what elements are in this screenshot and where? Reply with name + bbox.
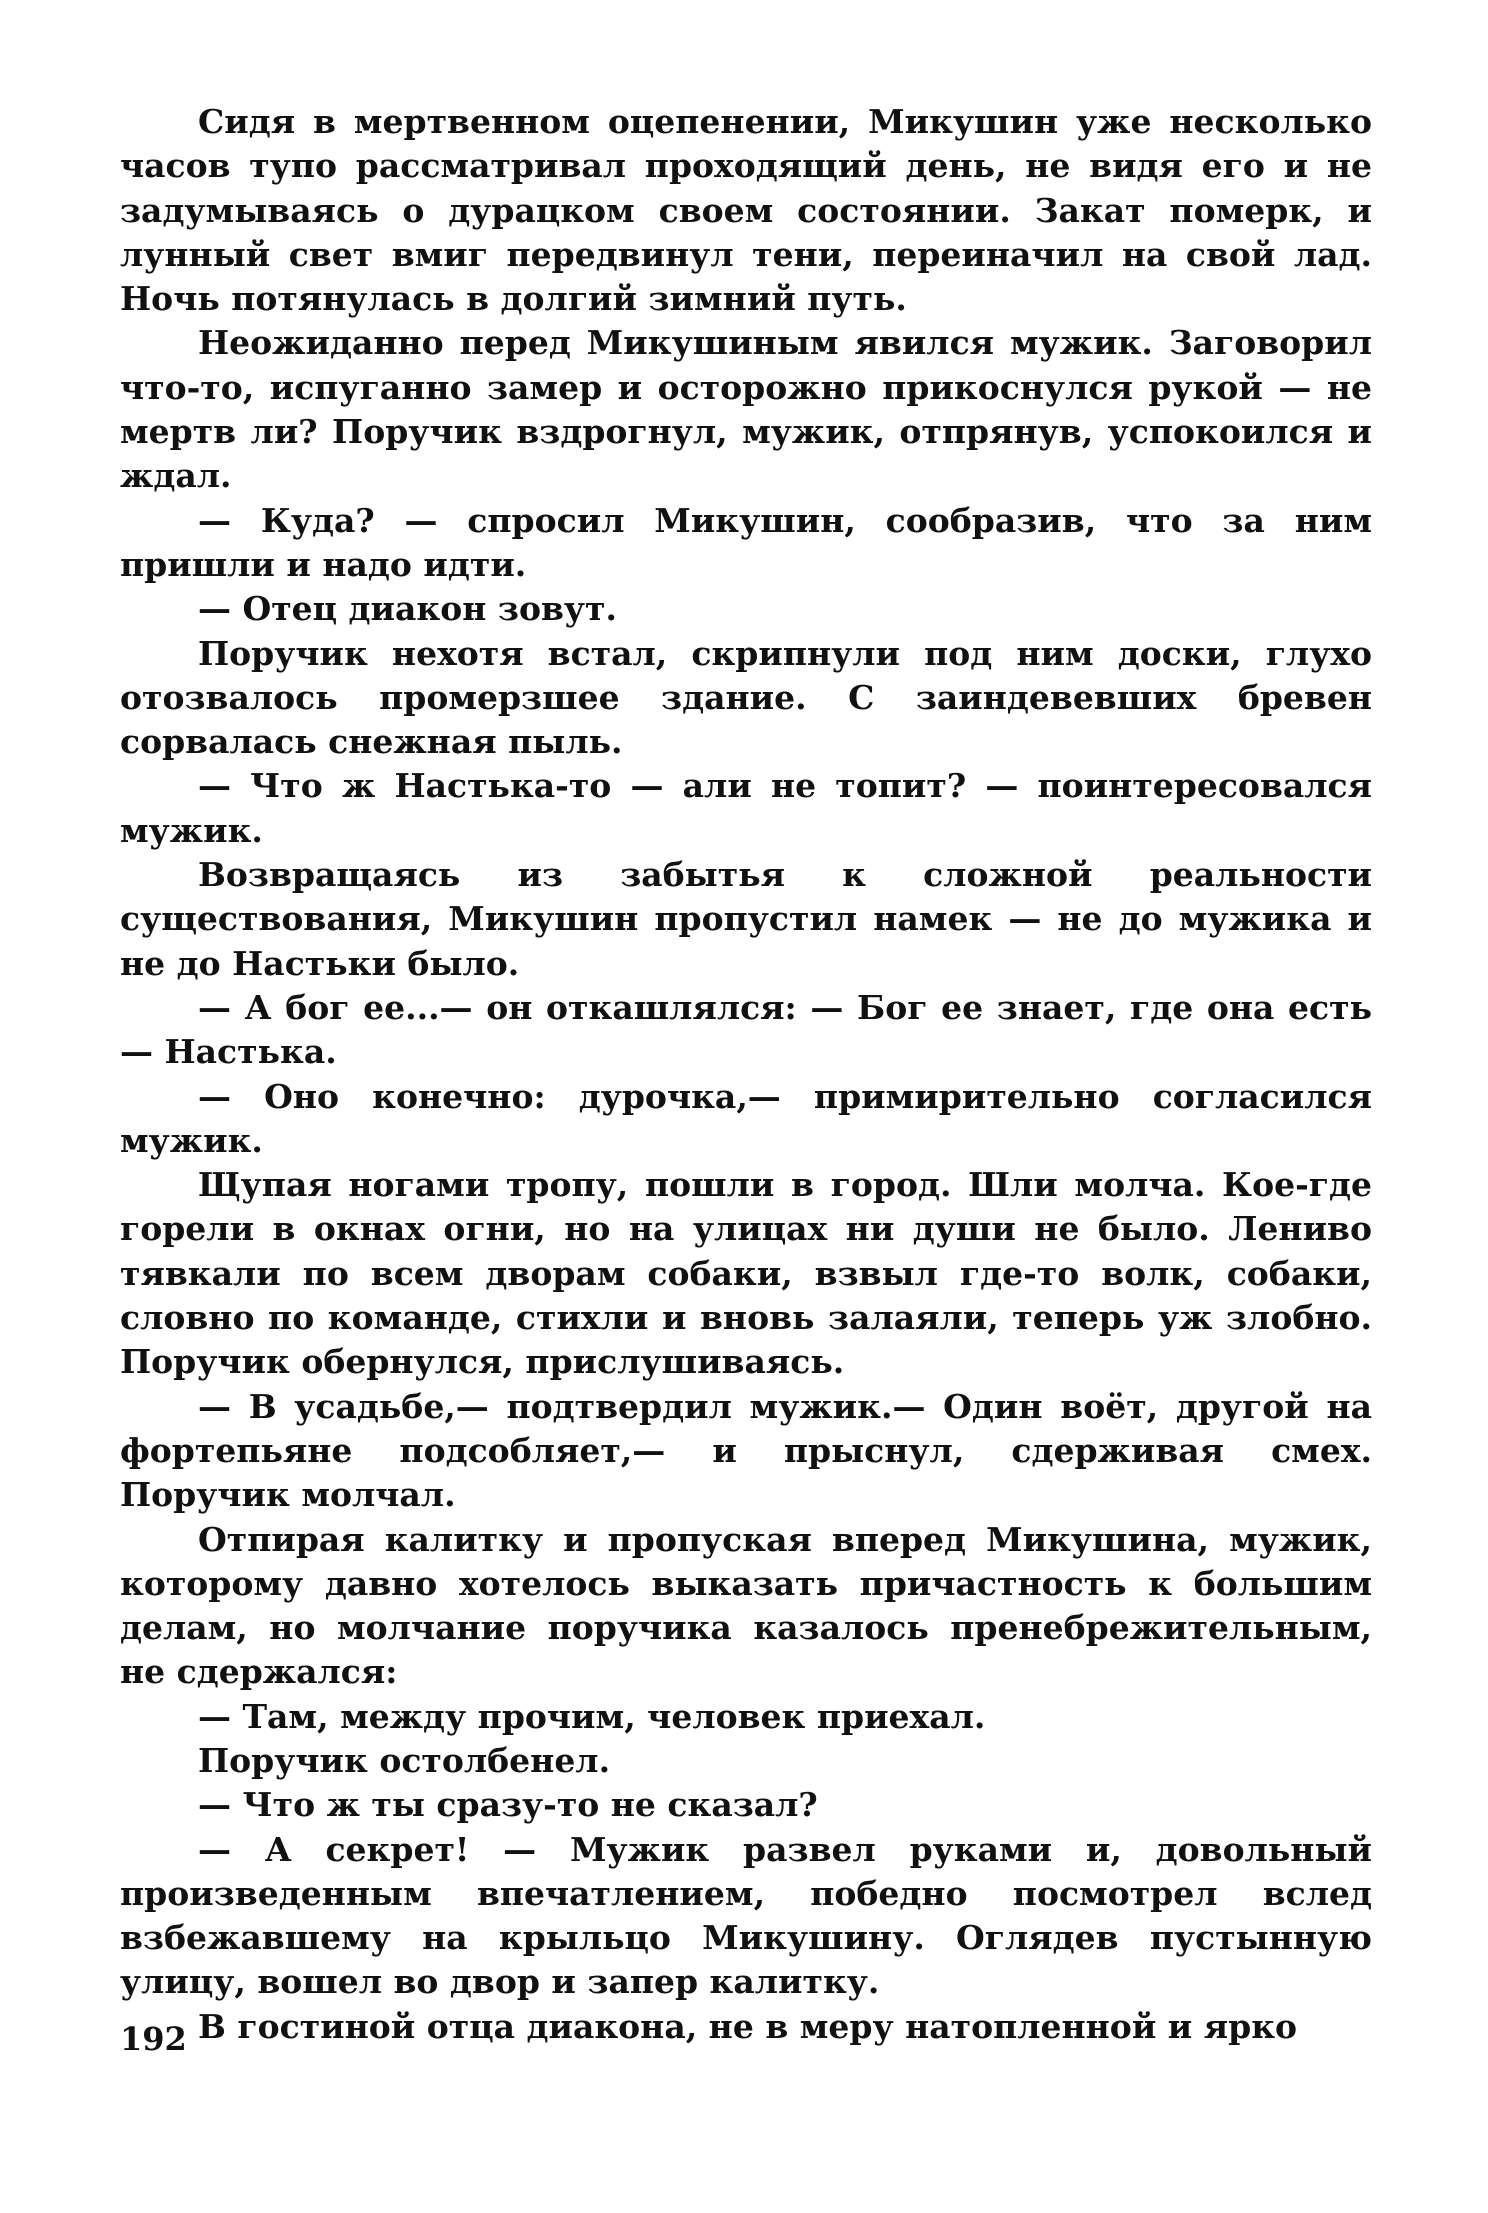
- paragraph-17: В гостиной отца диакона, не в меру натопленной и ярко: [198, 2006, 1298, 2046]
- paragraph-8: — А бог ее...— он откашлялся: — Бог ее знает, где она есть — Настька.: [120, 987, 1372, 1072]
- paragraph-4: — Отец диакон зовут.: [198, 589, 617, 629]
- paragraph-13: — Там, между прочим, человек приехал.: [198, 1696, 986, 1736]
- page-text: [120, 100, 1372, 2049]
- paragraph-9: — Оно конечно: дурочка,— примирительно согласился мужик.: [120, 1076, 1372, 1160]
- paragraph-11: — В усадьбе,— подтвердил мужик.— Один воёт, другой на фортепьяне подсобляет,— и прыснул, сдерживая смех. Поручик молчал.: [120, 1386, 1372, 1515]
- paragraph-16: — А секрет! — Мужик развел руками и, довольный произведенным впечатлением, победно посмотрел вслед взбежавшему на крыльцо Микушину. Оглядев пустынную улицу, вошел во двор и запер калитку.: [120, 1829, 1372, 2002]
- paragraph-15: — Что ж ты сразу-то не сказал?: [198, 1785, 818, 1825]
- paragraph-10: Щупая ногами тропу, пошли в город. Шли молча. Кое-где горели в окнах огни, но на улицах ни души не было. Лениво тявкали по всем дворам собаки, взвыл где-то волк, собаки, словно по команде, стихли и вновь залаяли, теперь уж злобно. Поручик обернулся, прислушиваясь.: [120, 1165, 1372, 1382]
- paragraph-5: Поручик нехотя встал, скрипнули под ним доски, глухо отозвалось промерзшее здание. С заиндевевших бревен сорвалась снежная пыль.: [120, 633, 1372, 762]
- paragraph-6: — Что ж Настька-то — али не топит? — поинтересовался мужик.: [120, 766, 1372, 850]
- paragraph-7: Возвращаясь из забытья к сложной реальности существования, Микушин пропустил намек — не до мужика и не до Настьки было.: [120, 855, 1372, 983]
- paragraph-14: Поручик остолбенел.: [198, 1740, 611, 1780]
- paragraph-2: Неожиданно перед Микушиным явился мужик. Заговорил что-то, испуганно замер и осторожно прикоснулся рукой — не мертв ли? Поручик вздрогнул, мужик, отпрянув, успокоился и ждал.: [120, 323, 1372, 496]
- page-number: 192: [120, 2020, 187, 2058]
- paragraph-3: — Куда? — спросил Микушин, сообразив, что за ним пришли и надо идти.: [120, 500, 1372, 584]
- paragraph-1: Сидя в мертвенном оцепенении, Микушин уже несколько часов тупо рассматривал проходящий день, не видя его и не задумываясь о дурацком своем состоянии. Закат померк, и лунный свет вмиг передвинул тени, переиначил на свой лад. Ночь потянулась в долгий зимний путь.: [120, 102, 1372, 319]
- paragraph-12: Отпирая калитку и пропуская вперед Микушина, мужик, которому давно хотелось выказать причастность к большим делам, но молчание поручика казалось пренебрежительным, не сдержался:: [120, 1519, 1372, 1692]
